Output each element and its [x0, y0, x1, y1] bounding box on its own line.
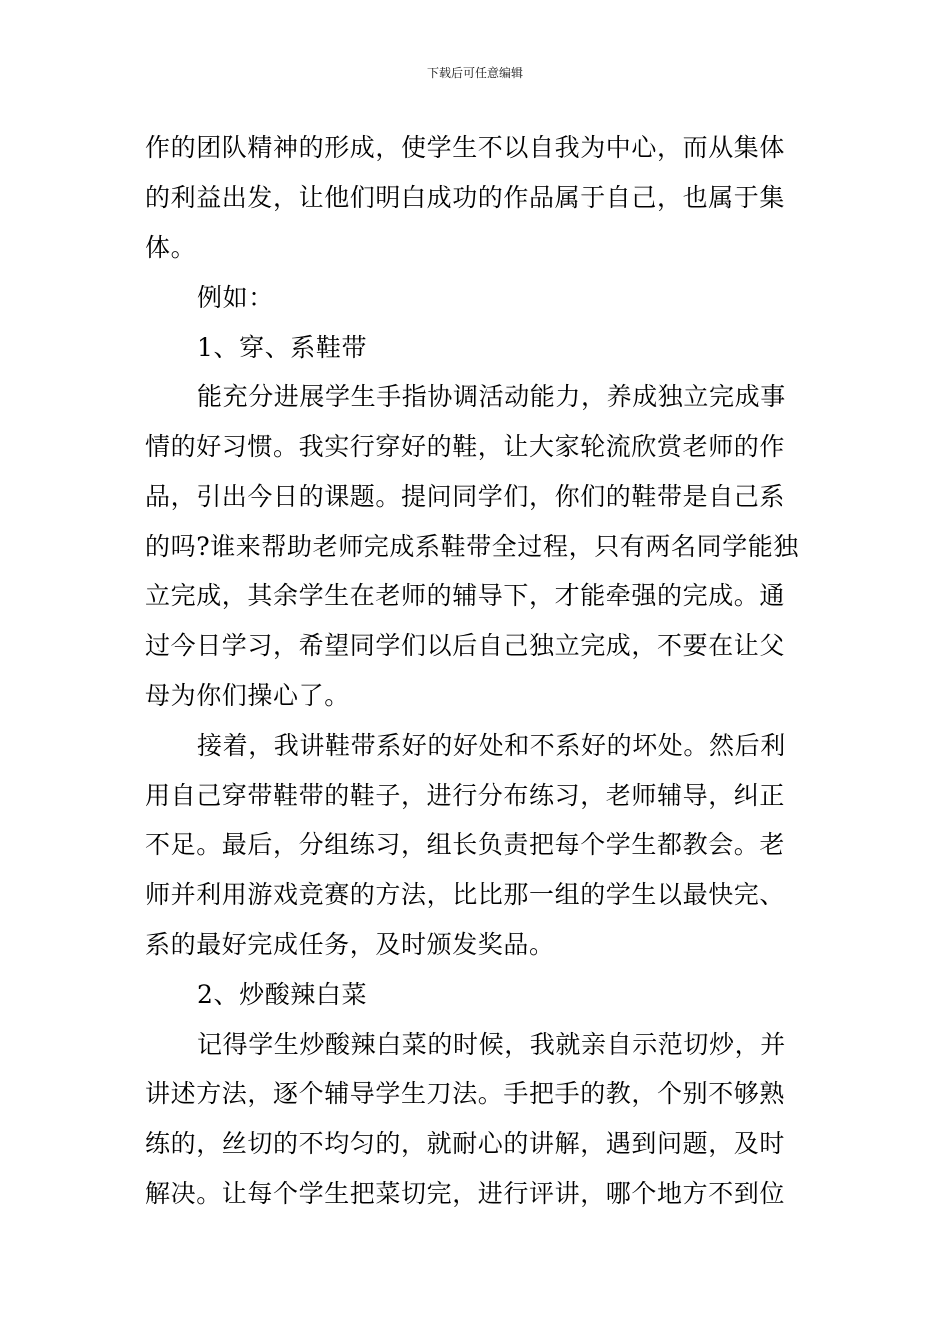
body-line: 不足。最后，分组练习，组长负责把每个学生都教会。老 [145, 830, 786, 859]
body-line: 能充分进展学生手指协调活动能力，养成独立完成事 [197, 382, 786, 411]
body-line: 品，引出今日的课题。提问同学们，你们的鞋带是自己系 [145, 482, 786, 511]
body-line: 解决。让每个学生把菜切完，进行评讲，哪个地方不到位 [145, 1179, 786, 1208]
body-line: 记得学生炒酸辣白菜的时候，我就亲自示范切炒，并 [197, 1030, 786, 1059]
body-line: 过今日学习，希望同学们以后自己独立完成，不要在让父 [145, 631, 786, 660]
body-line: 立完成，其余学生在老师的辅导下，才能牵强的完成。通 [145, 581, 786, 610]
body-line: 作的团队精神的形成，使学生不以自我为中心，而从集体 [145, 133, 786, 162]
body-line: 的利益出发，让他们明白成功的作品属于自己，也属于集 [145, 183, 786, 212]
section-heading-2: 2、炒酸辣白菜 [197, 980, 368, 1009]
body-line: 体。 [145, 233, 197, 262]
body-line-label: 例如： [197, 283, 274, 312]
body-line: 用自己穿带鞋带的鞋子，进行分布练习，老师辅导，纠正 [145, 781, 786, 810]
body-line: 师并利用游戏竞赛的方法，比比那一组的学生以最快完、 [145, 880, 786, 909]
body-line: 情的好习惯。我实行穿好的鞋，让大家轮流欣赏老师的作 [145, 432, 786, 461]
section-heading-1: 1、穿、系鞋带 [197, 333, 368, 362]
body-line: 的吗?谁来帮助老师完成系鞋带全过程，只有两名同学能独 [145, 532, 800, 561]
body-line: 母为你们操心了。 [145, 681, 350, 710]
body-line: 接着，我讲鞋带系好的好处和不系好的坏处。然后利 [197, 731, 786, 760]
body-line: 练的，丝切的不均匀的，就耐心的讲解，遇到问题，及时 [145, 1129, 786, 1158]
body-line: 系的最好完成任务，及时颁发奖品。 [145, 930, 555, 959]
body-line: 讲述方法，逐个辅导学生刀法。手把手的教，个别不够熟 [145, 1079, 786, 1108]
page-header-note: 下载后可任意编辑 [426, 66, 523, 80]
